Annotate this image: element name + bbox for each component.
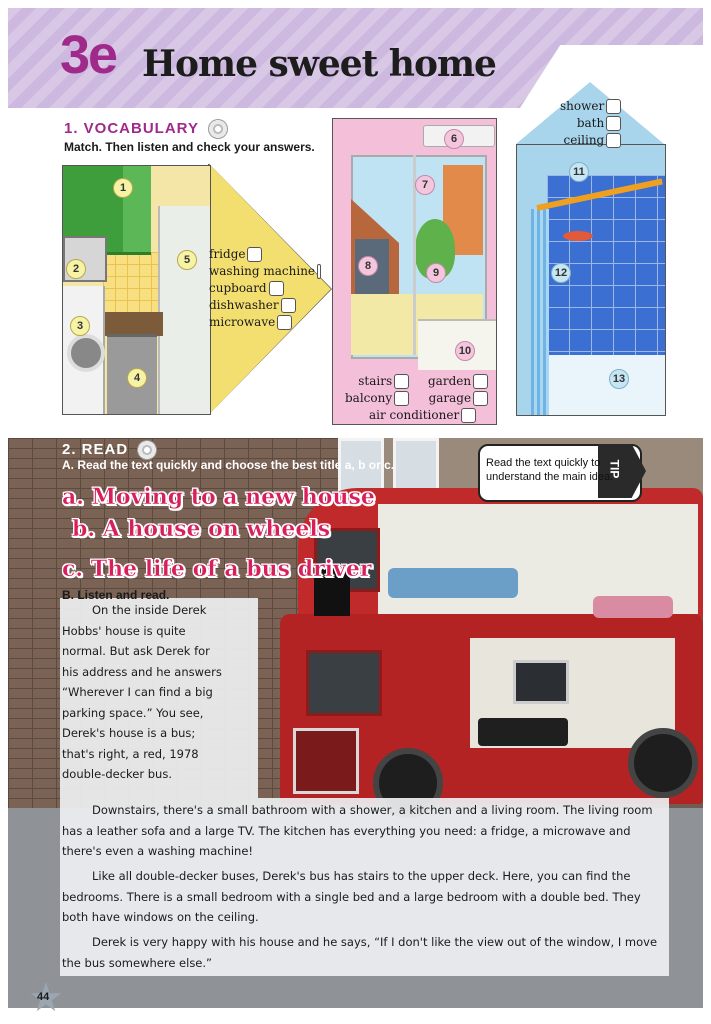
word-microwave: [209, 314, 321, 331]
word-text: ceiling: [563, 133, 605, 147]
word-text: garage: [428, 391, 472, 405]
paragraph-2: Downstairs, there's a small bathroom with a shower, a kitchen and a living room. The living room has a leather sofa and a large TV. The kitchen has everything you need: a fridge, a microwave and there's even a washing machine!: [62, 803, 653, 858]
label-number-2: 2: [66, 259, 86, 279]
tip-text: Read the text quickly to understand the main idea.: [486, 457, 614, 483]
label-number-3: 3: [70, 316, 90, 336]
answer-box[interactable]: [473, 391, 488, 406]
word-fridge: [209, 246, 321, 263]
cd-audio-icon[interactable]: [137, 440, 157, 460]
vocabulary-heading: [64, 119, 228, 139]
label-number-12: 12: [551, 263, 571, 283]
word-text: microwave: [209, 315, 276, 329]
word-text: garden: [428, 374, 472, 388]
word-cupboard: [209, 280, 321, 297]
label-number-1: 1: [113, 178, 133, 198]
word-balcony: [345, 390, 409, 407]
answer-box[interactable]: [394, 391, 409, 406]
word-text: shower: [560, 99, 605, 113]
word-text: washing machine: [209, 264, 316, 278]
word-text: bath: [576, 116, 605, 130]
vocabulary-instruction: Match. Then listen and check your answers.: [64, 140, 315, 154]
title-option-c[interactable]: c. The life of a bus driver: [62, 556, 372, 582]
read-instruction-b: B. Listen and read.: [62, 588, 170, 602]
word-stairs: [345, 373, 409, 390]
answer-box[interactable]: [247, 247, 262, 262]
word-text: dishwasher: [209, 298, 279, 312]
unit-number: 3e: [60, 25, 117, 85]
p1-line: On the inside Derek: [92, 603, 207, 617]
answer-box[interactable]: [269, 281, 284, 296]
p1-line: double-decker bus.: [62, 767, 172, 781]
p1-line: Derek's house is a bus;: [62, 726, 196, 740]
outside-words-left: [345, 373, 409, 407]
answer-box[interactable]: [606, 116, 621, 131]
kitchen-word-list: [209, 246, 321, 331]
answer-box[interactable]: [473, 374, 488, 389]
page-number: 44: [37, 991, 50, 1003]
word-text: stairs: [358, 374, 393, 388]
read-instruction-a: A. Read the text quickly and choose the best title a, b or c.: [62, 458, 395, 472]
outside-words-bottom: [369, 407, 476, 424]
unit-title: Home sweet home: [142, 43, 496, 85]
label-number-10: 10: [455, 341, 475, 361]
tip-label: TIP: [607, 459, 622, 479]
word-shower: [560, 98, 621, 115]
balcony-illustration: [332, 118, 497, 372]
answer-box[interactable]: [317, 264, 321, 279]
word-bath: [560, 115, 621, 132]
word-text: balcony: [345, 391, 393, 405]
paragraph-3: Like all double-decker buses, Derek's bus has stairs to the upper deck. Here, you can find the bedrooms. There is a small bedroom with a single bed and a large bedroom with a double bed. They both have windows on the ceiling.: [62, 869, 641, 924]
label-number-7: 7: [415, 175, 435, 195]
bathroom-word-list: [560, 98, 621, 149]
answer-box[interactable]: [281, 298, 296, 313]
answer-box[interactable]: [461, 408, 476, 423]
answer-box[interactable]: [394, 374, 409, 389]
answer-box[interactable]: [277, 315, 292, 330]
label-number-9: 9: [426, 263, 446, 283]
word-garden: [428, 373, 488, 390]
bathroom-illustration: [516, 144, 666, 416]
vocabulary-heading-text: 1. VOCABULARY: [64, 119, 199, 137]
word-air-conditioner: [369, 407, 476, 424]
label-number-11: 11: [569, 162, 589, 182]
p1-line: his address and he answers: [62, 664, 222, 679]
outside-words-right: [428, 373, 488, 407]
p1-line: “Wherever I can find a big: [62, 685, 213, 699]
cd-audio-icon[interactable]: [208, 119, 228, 139]
paragraph-1: [62, 600, 258, 785]
word-text: fridge: [209, 247, 246, 261]
p1-line: Hobbs' house is quite: [62, 623, 186, 638]
word-dishwasher: [209, 297, 321, 314]
p1-line: that's right, a red, 1978: [62, 746, 199, 761]
label-number-4: 4: [127, 368, 147, 388]
title-option-b[interactable]: b. A house on wheels: [72, 516, 331, 542]
word-ceiling: [560, 132, 621, 149]
word-washing-machine: [209, 263, 321, 280]
answer-box[interactable]: [606, 133, 621, 148]
answer-box[interactable]: [606, 99, 621, 114]
read-heading-text: 2. READ: [62, 440, 129, 458]
paragraph-4: Derek is very happy with his house and he says, “If I don't like the view out of the window, I move the bus somewhere else.”: [62, 935, 658, 970]
read-heading: [62, 440, 157, 460]
p1-line: normal. But ask Derek for: [62, 644, 210, 658]
label-number-6: 6: [444, 129, 464, 149]
word-text: cupboard: [209, 281, 267, 295]
label-number-13: 13: [609, 369, 629, 389]
word-garage: [428, 390, 488, 407]
label-number-5: 5: [177, 250, 197, 270]
title-option-a[interactable]: a. Moving to a new house: [62, 484, 375, 510]
word-text: air conditioner: [369, 408, 460, 422]
p1-line: parking space.” You see,: [62, 705, 204, 720]
label-number-8: 8: [358, 256, 378, 276]
